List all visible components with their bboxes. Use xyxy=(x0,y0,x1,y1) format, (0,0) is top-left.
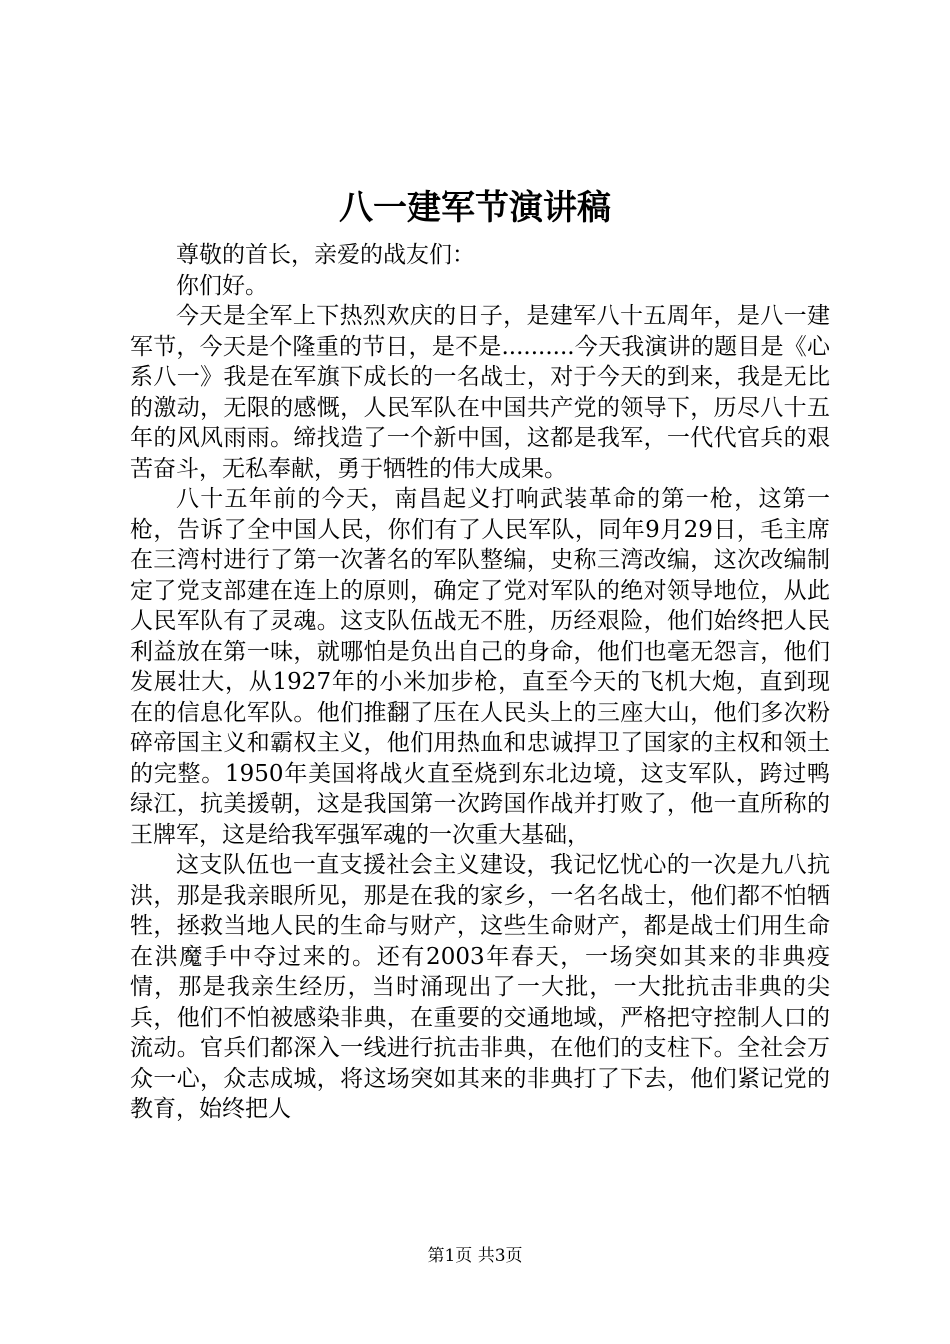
body-paragraph-2: 八十五年前的今天，南昌起义打响武装革命的第一枪，这第一枪，告诉了全中国人民，你们有了人民军队，同年9月29日，毛主席在三湾村进行了第一次著名的军队整编，史称三湾改编，这次改编制定了党支部建在连上的原则，确定了党对军队的绝对领导地位，从此人民军队有了灵魂。这支队伍战无不胜，历经艰险，他们始终把人民利益放在第一味，就哪怕是负出自己的身命，他们也毫无怨言，他们发展壮大，从1927年的小米加步枪，直至今天的飞机大炮，直到现在的信息化军队。他们推翻了压在人民头上的三座大山，他们多次粉碎帝国主义和霸权主义，他们用热血和忠诚捍卫了国家的主权和领土的完整。1950年美国将战火直至烧到东北边境，这支军队，跨过鸭绿江，抗美援朝，这是我国第一次跨国作战并打败了，他一直所称的王牌军，这是给我军强军魂的一次重大基础， xyxy=(130,486,830,848)
body-paragraph-1: 今天是全军上下热烈欢庆的日子，是建军八十五周年，是八一建军节，今天是个隆重的节日，是不是..........今天我演讲的题目是《心系八一》我是在军旗下成长的一名战士，对于今天的到来，我是无比的激动，无限的感慨，人民军队在中国共产党的领导下，历尽八十五年的风风雨雨。缔找造了一个新中国，这都是我军，一代代官兵的艰苦奋斗，无私奉献，勇于牺牲的伟大成果。 xyxy=(130,303,830,482)
greeting-paragraph: 你们好。 xyxy=(176,272,268,299)
page-number-footer: 第1页 共3页 xyxy=(427,1246,523,1266)
salutation-paragraph: 尊敬的首长，亲爱的战友们： xyxy=(176,242,475,268)
document-body xyxy=(130,240,830,1125)
document-title: 八一建军节演讲稿 xyxy=(339,188,611,228)
body-paragraph-3: 这支队伍也一直支援社会主义建设，我记忆忧心的一次是九八抗洪，那是我亲眼所见，那是在我的家乡，一名名战士，他们都不怕牺牲，拯救当地人民的生命与财产，这些生命财产，都是战士们用生命在洪魔手中夺过来的。还有2003年春天，一场突如其来的非典疫情，那是我亲生经历，当时涌现出了一大批，一大批抗击非典的尖兵，他们不怕被感染非典，在重要的交通地域，严格把守控制人口的流动。官兵们都深入一线进行抗击非典，在他们的支柱下。全社会万众一心，众志成城，将这场突如其来的非典打了下去，他们紧记党的教育，始终把人 xyxy=(130,852,830,1122)
